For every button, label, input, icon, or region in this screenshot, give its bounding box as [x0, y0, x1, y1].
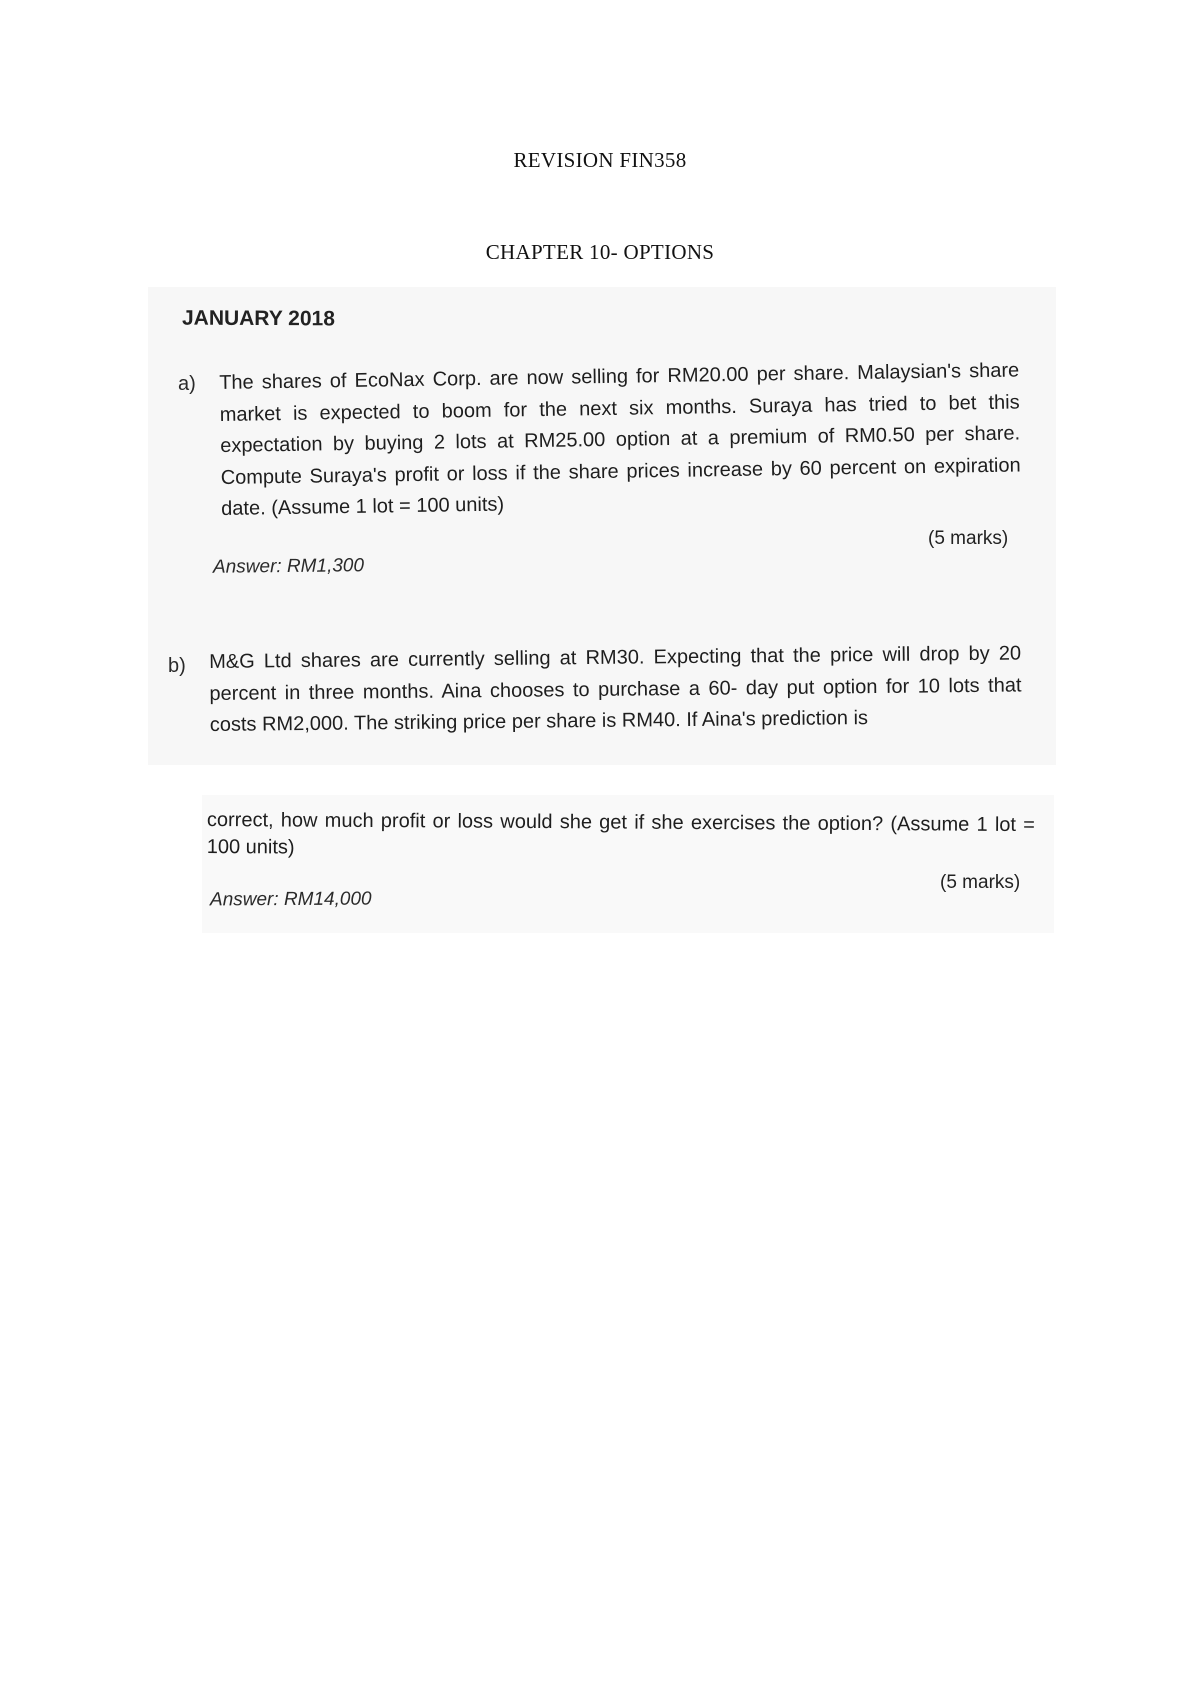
question-a-marks: (5 marks): [928, 528, 1009, 549]
question-a-answer: Answer: RM1,300: [212, 555, 365, 578]
question-b-answer: Answer: RM14,000: [209, 888, 372, 911]
question-b-label: b): [168, 655, 186, 677]
question-b-marks: (5 marks): [940, 872, 1021, 893]
chapter-title: CHAPTER 10- OPTIONS: [485, 240, 715, 264]
question-b-text-part-2: correct, how much profit or loss would she get if she exercises the option? (Assume 1 lot = 100 units): [206, 808, 1035, 859]
document-title: REVISION FIN358: [513, 148, 687, 172]
question-a-text: The shares of EcoNax Corp. are now selling for RM20.00 per share. Malaysian's share market is expected to boom for the next six months. Suraya has tried to bet this expectation by buying 2 lots at RM25.00 option at a premium of RM0.50 per share. Compute Suraya's profit or loss if the share prices increase by 60 percent on expiration date. (Assume 1 lot = 100 units): [219, 359, 1021, 520]
exam-session-heading: JANUARY 2018: [181, 306, 335, 331]
question-b-text-part-1: M&G Ltd shares are currently selling at RM30. Expecting that the price will drop by 20 percent in three months. Aina chooses to purchase a 60- day put option for 10 lots that costs RM2,000. The striking price per share is RM40. If Aina's prediction is: [209, 642, 1022, 736]
question-a-label: a): [178, 373, 196, 395]
